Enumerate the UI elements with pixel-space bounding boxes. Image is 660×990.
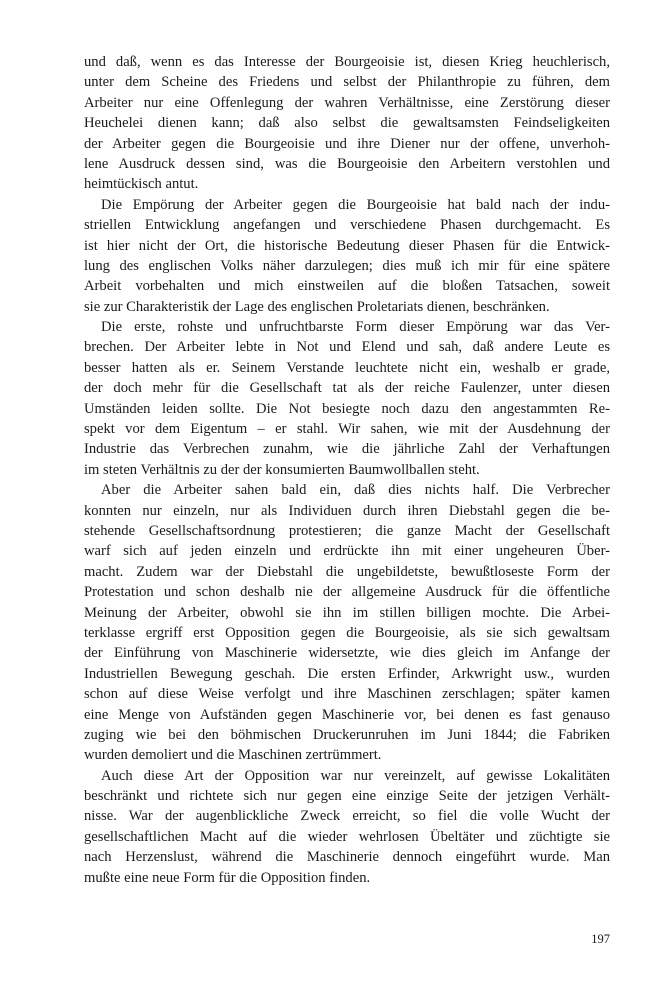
paragraph bbox=[84, 195, 610, 317]
text-line: nisse. War der augenblickliche Zweck erreicht, so fiel die volle Wucht der bbox=[84, 808, 610, 825]
text-line: Die erste, rohste und unfruchtbarste Form dieser Empörung war das Ver- bbox=[101, 319, 610, 336]
text-line: unter dem Scheine des Friedens und selbst der Philanthropie zu führen, dem bbox=[84, 74, 610, 91]
text-line: konnten nur einzeln, nur als Individuen durch ihren Diebstahl gegen die be- bbox=[84, 502, 610, 519]
text-line: Industrie das Verbrechen zunahm, wie die jährliche Zahl der Verhaftungen bbox=[84, 441, 610, 458]
text-line: zuging wie bei den böhmischen Druckerunruhen im Juni 1844; die Fabriken bbox=[84, 726, 610, 743]
paragraph bbox=[84, 52, 610, 195]
text-line: und daß, wenn es das Interesse der Bourgeoisie ist, diesen Krieg heuchlerisch, bbox=[84, 54, 610, 70]
text-line: Meinung der Arbeiter, obwohl sie ihn im stillen billigen mochte. Die Arbei- bbox=[84, 604, 610, 621]
text-line: brechen. Der Arbeiter lebte in Not und Elend und sah, daß andere Leute es bbox=[84, 339, 610, 356]
text-line: im steten Verhältnis zu der der konsumierten Baumwollballen steht. bbox=[84, 461, 480, 478]
text-line: ist hier nicht der Ort, die historische Bedeutung dieser Phasen für die Entwick- bbox=[84, 237, 610, 254]
text-line: Protestation und schon deshalb nie der allgemeine Ausdruck für die öffentliche bbox=[84, 584, 610, 601]
text-line: Arbeit vorbehalten und mich einstweilen auf die bloßen Tatsachen, soweit bbox=[84, 278, 610, 295]
text-line: nach Herzenslust, während die Maschinerie dennoch eingeführt wurde. Man bbox=[84, 849, 610, 866]
text-line: terklasse ergriff erst Opposition gegen die Bourgeoisie, als sie sich gewaltsam bbox=[84, 624, 610, 641]
text-line: beschränkt und richtete sich nur gegen eine einzige Seite der jetzigen Verhält- bbox=[84, 788, 610, 805]
text-line: der Arbeiter gegen die Bourgeoisie und ihre Diener nur der offene, unverhoh- bbox=[84, 135, 610, 152]
text-line: Arbeiter nur eine Offenlegung der wahren Verhältnisse, eine Zerstörung dieser bbox=[84, 94, 610, 111]
text-line: besser hatten als er. Seinem Verstande leuchtete nicht ein, weshalb er grade, bbox=[84, 359, 610, 376]
text-line: heimtückisch antut. bbox=[84, 176, 199, 193]
text-line: eine Menge von Aufständen gegen Maschinerie vor, bei denen es fast genauso bbox=[84, 706, 610, 723]
text-line: spekt vor dem Eigentum – er stahl. Wir sahen, wie mit der Ausdehnung der bbox=[84, 421, 610, 438]
text-line: Aber die Arbeiter sahen bald ein, daß dies nichts half. Die Verbrecher bbox=[101, 482, 610, 499]
paragraph bbox=[84, 480, 610, 765]
body-text bbox=[84, 52, 610, 888]
text-line: lene Ausdruck dessen sind, was die Bourgeoisie den Arbeitern verstohlen und bbox=[84, 155, 610, 172]
page-number: 197 bbox=[591, 932, 610, 946]
text-line: schon auf diese Weise verfolgt und ihre Maschinen zerschlagen; später kamen bbox=[84, 686, 610, 703]
text-line: striellen Entwicklung angefangen und verschiedene Phasen durchgemacht. Es bbox=[84, 217, 610, 234]
text-line: der Einführung von Maschinerie widersetzte, wie dies gleich im Anfange der bbox=[84, 645, 610, 662]
text-line: macht. Zudem war der Diebstahl die ungebildetste, bewußtloseste Form der bbox=[84, 563, 610, 580]
text-line: lung des englischen Volks näher darzulegen; dies muß ich mir für eine spätere bbox=[84, 257, 610, 274]
text-line: mußte eine neue Form für die Opposition finden. bbox=[84, 869, 371, 886]
paragraph bbox=[84, 766, 610, 888]
text-line: Die Empörung der Arbeiter gegen die Bourgeoisie hat bald nach der indu- bbox=[101, 196, 610, 213]
text-line: sie zur Charakteristik der Lage des englischen Proletariats dienen, beschränken. bbox=[84, 298, 550, 315]
text-line: wurden demoliert und die Maschinen zertrümmert. bbox=[84, 747, 382, 764]
text-line: warf sich auf jeden einzeln und erdrückte ihn mit einer ungeheuren Über- bbox=[84, 543, 610, 560]
paragraph bbox=[84, 317, 610, 480]
text-line: Industriellen Bewegung geschah. Die ersten Erfinder, Arkwright usw., wurden bbox=[84, 665, 610, 682]
text-line: gesellschaftlichen Macht auf die wieder wehrlosen Übeltäter und züchtigte sie bbox=[84, 828, 610, 845]
text-line: stehende Gesellschaftsordnung protestieren; die ganze Macht der Gesellschaft bbox=[84, 522, 610, 539]
text-line: Heuchelei dienen kann; daß also selbst die gewaltsamsten Feindseligkeiten bbox=[84, 115, 610, 132]
text-line: der doch mehr für die Gesellschaft tat als der reiche Faulenzer, unter diesen bbox=[84, 380, 610, 397]
text-line: Umständen leiden sollte. Die Not besiegte noch dazu den angestammten Re- bbox=[84, 400, 610, 417]
text-line: Auch diese Art der Opposition war nur vereinzelt, auf gewisse Lokalitäten bbox=[101, 767, 610, 784]
